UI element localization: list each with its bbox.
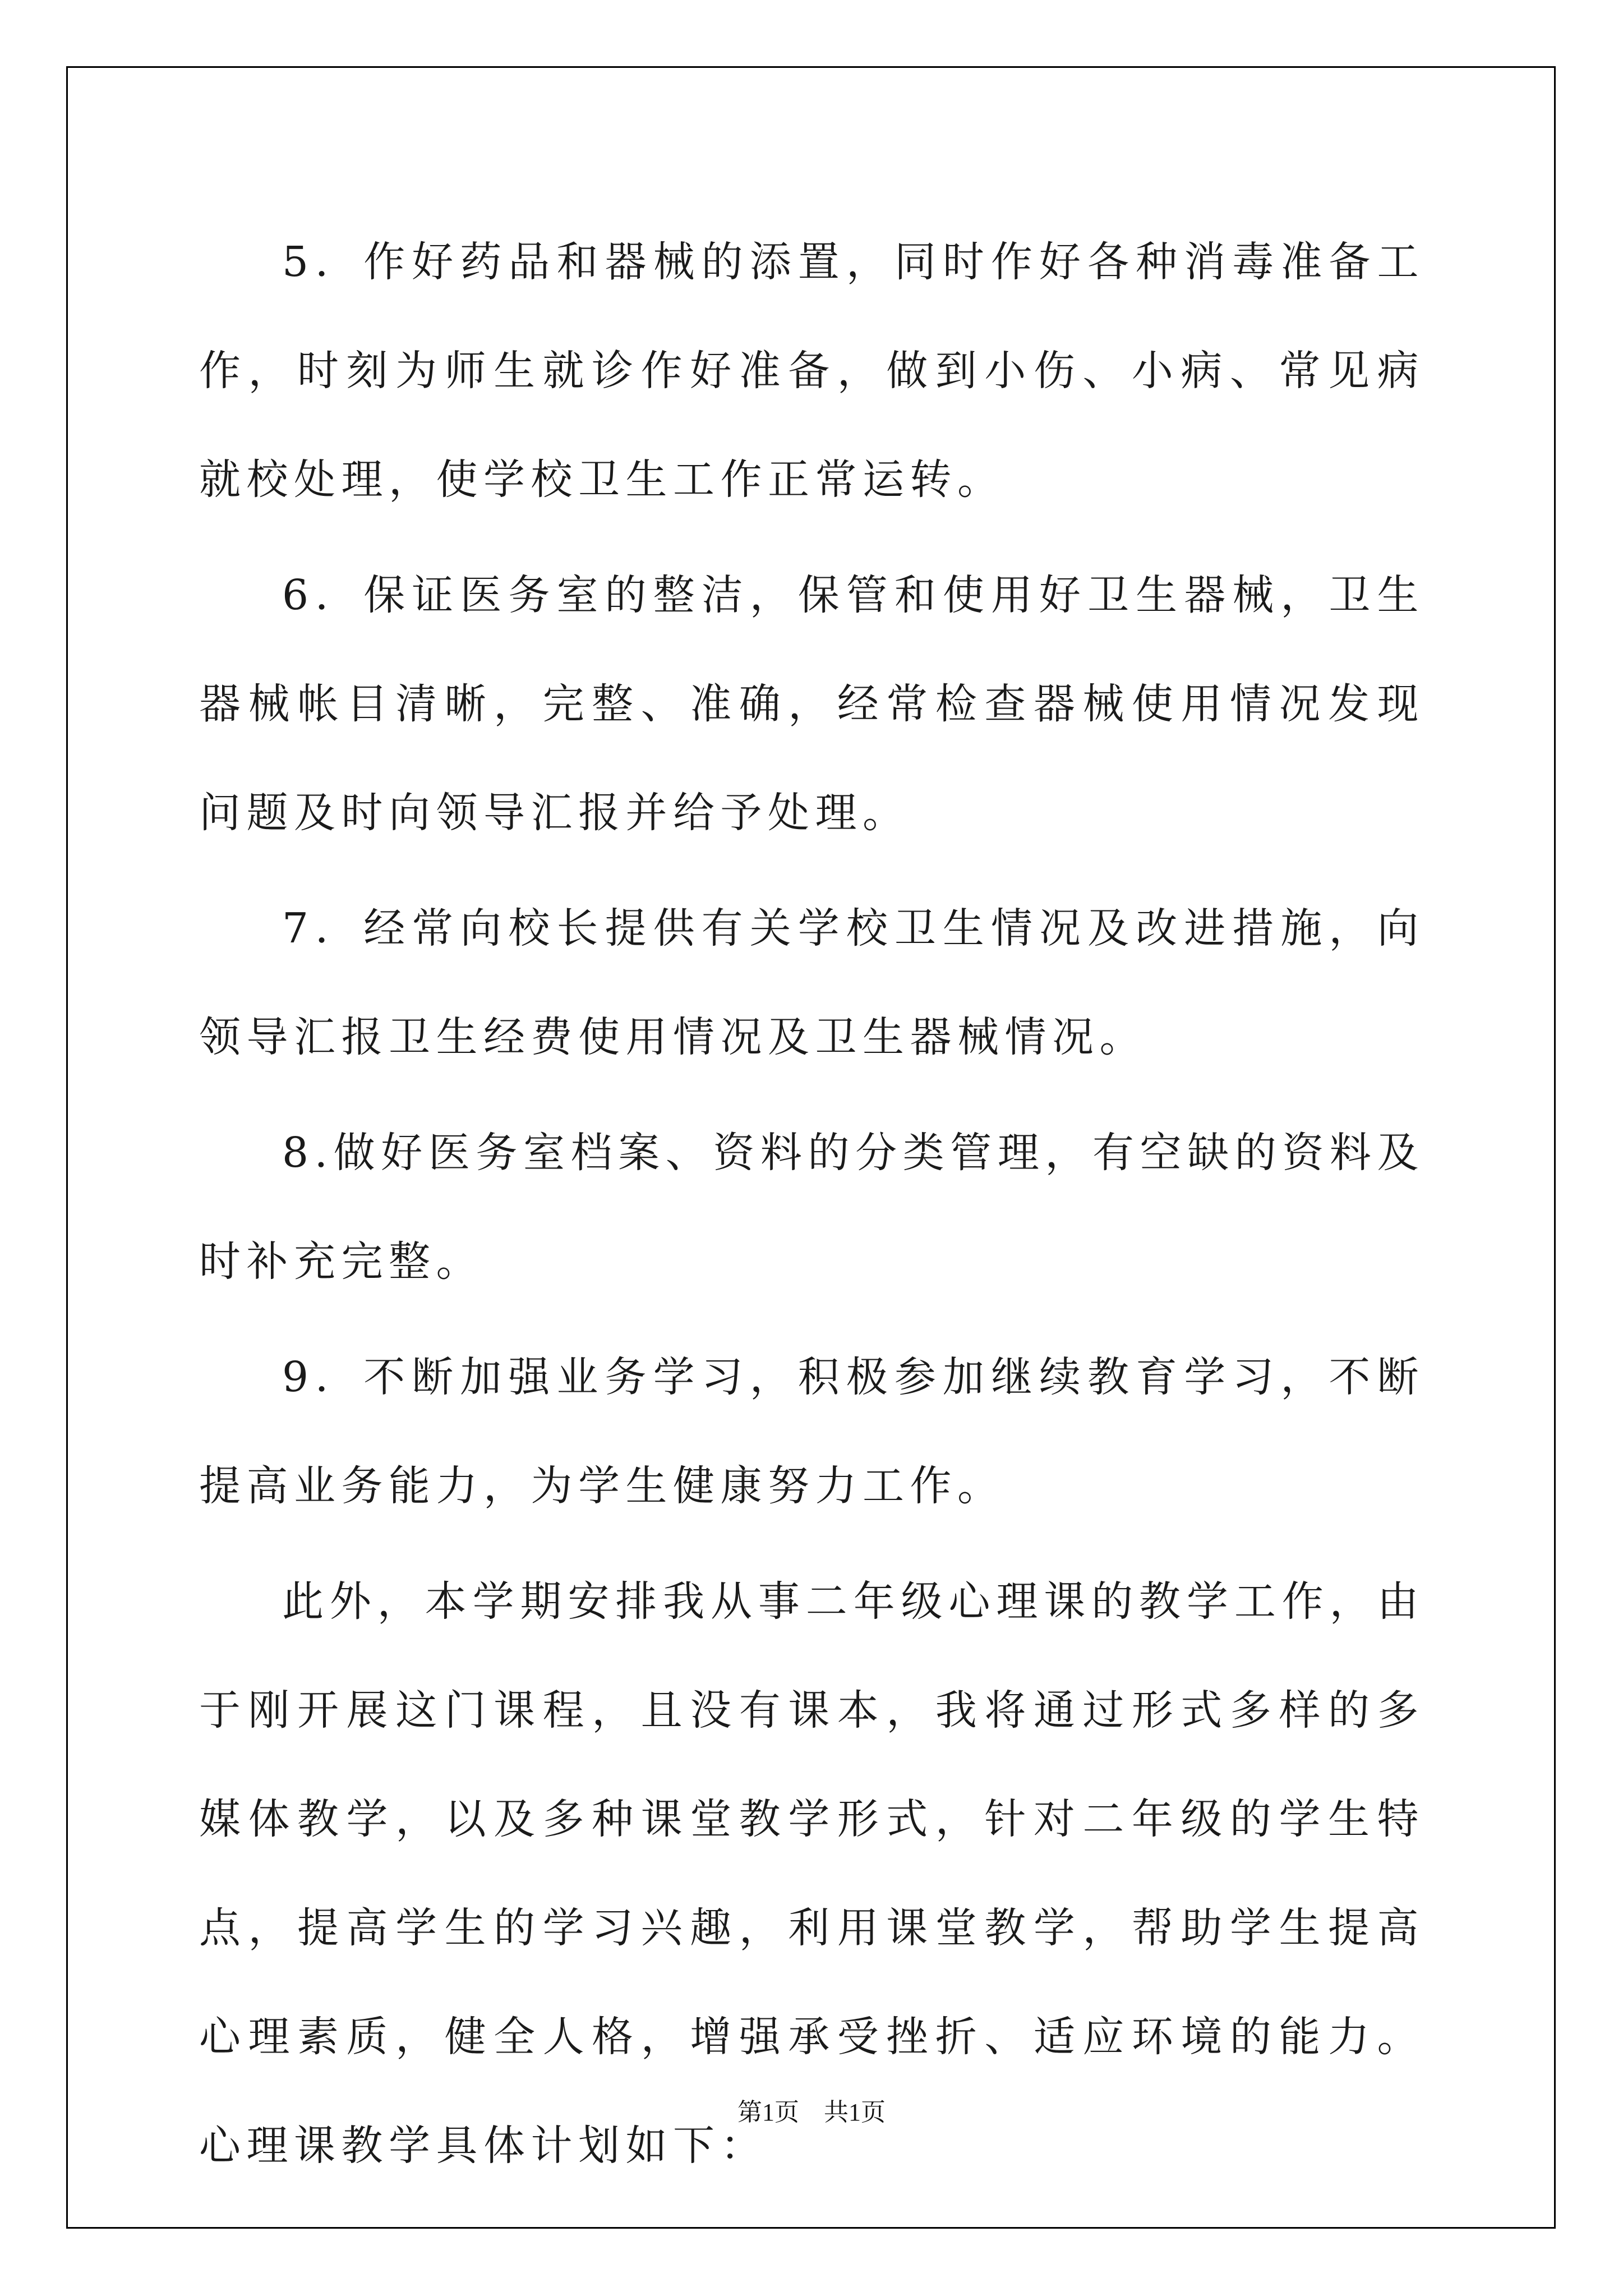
page-number-footer: 第1页 共1页: [737, 2099, 886, 2126]
paragraph-item-5: 5．作好药品和器械的添置，同时作好各种消毒准备工作，时刻为师生就诊作好准备，做到小伤、小病、常见病就校处理，使学校卫生工作正常运转。: [199, 238, 1424, 504]
document-body: [199, 208, 1424, 2207]
paragraph-item-8: 8.做好医务室档案、资料的分类管理，有空缺的资料及时补充完整。: [199, 1129, 1424, 1286]
paragraph-item-7: 7．经常向校长提供有关学校卫生情况及改进措施，向领导汇报卫生经费使用情况及卫生器械情况。: [199, 904, 1424, 1061]
paragraph-item-9: 9．不断加强业务学习，积极参加继续教育学习，不断提高业务能力，为学生健康努力工作。: [199, 1353, 1424, 1510]
paragraph-psychology-plan: 此外，本学期安排我从事二年级心理课的教学工作，由于刚开展这门课程，且没有课本，我将通过形式多样的多媒体教学，以及多种课堂教学形式，针对二年级的学生特点，提高学生的学习兴趣，利用课堂教学，帮助学生提高心理素质，健全人格，增强承受挫折、适应环境的能力。心理课教学具体计划如下：: [199, 1577, 1424, 2170]
paragraph-item-6: 6．保证医务室的整洁，保管和使用好卫生器械，卫生器械帐目清晰，完整、准确，经常检查器械使用情况发现问题及时向领导汇报并给予处理。: [199, 571, 1424, 837]
